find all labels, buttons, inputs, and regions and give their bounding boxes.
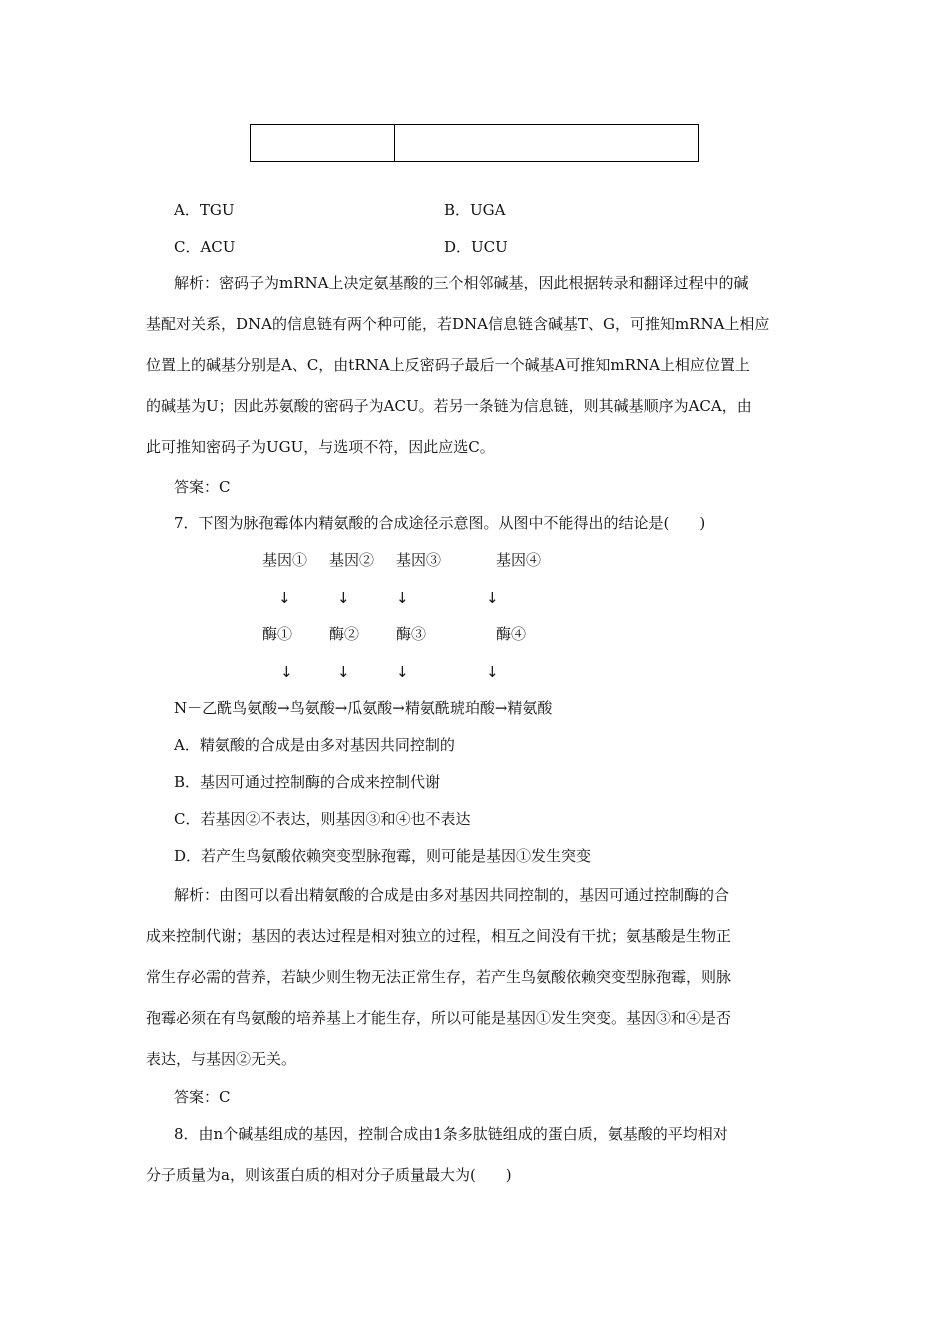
codon-table-bottom-row (250, 124, 699, 162)
table-column-divider (394, 125, 395, 161)
q6-analysis-line: 解析：密码子为mRNA上决定氨基酸的三个相邻碱基，因此根据转录和翻译过程中的碱 (174, 274, 749, 292)
down-arrow-icon: ↓ (278, 589, 291, 607)
enzyme-2-label: 酶② (329, 625, 360, 643)
gene-4-label: 基因④ (496, 551, 542, 569)
down-arrow-icon: ↓ (486, 589, 499, 607)
pathway-chain: N－乙酰鸟氨酸→鸟氨酸→瓜氨酸→精氨酰琥珀酸→精氨酸 (174, 699, 553, 717)
q6-option-d: D．UCU (444, 238, 508, 256)
q7-analysis-line: 孢霉必须在有鸟氨酸的培养基上才能生存，所以可能是基因①发生突变。基因③和④是否 (146, 1009, 732, 1027)
q6-option-a: A．TGU (174, 201, 235, 219)
q7-analysis-line: 表达，与基因②无关。 (146, 1050, 297, 1068)
q7-option-d: D．若产生鸟氨酸依赖突变型脉孢霉，则可能是基因①发生突变 (174, 847, 592, 865)
q6-option-b: B．UGA (444, 201, 506, 219)
q6-option-c: C．ACU (174, 238, 236, 256)
gene-2-label: 基因② (329, 551, 375, 569)
q7-option-a: A．精氨酸的合成是由多对基因共同控制的 (174, 736, 455, 754)
down-arrow-icon: ↓ (337, 589, 350, 607)
q7-option-b: B．基因可通过控制酶的合成来控制代谢 (174, 773, 441, 791)
q6-analysis-line: 基配对关系，DNA的信息链有两个种可能，若DNA信息链含碱基T、G，可推知mRNA上相应 (146, 315, 770, 333)
q6-analysis-line: 位置上的碱基分别是A、C，由tRNA上反密码子最后一个碱基A可推知mRNA上相应位置上 (146, 356, 750, 374)
q8-question-line: 分子质量为a，则该蛋白质的相对分子质量最大为( ) (146, 1166, 512, 1184)
q6-analysis-line: 的碱基为U；因此苏氨酸的密码子为ACU。若另一条链为信息链，则其碱基顺序为ACA，由 (146, 397, 752, 415)
q6-answer: 答案：C (174, 478, 231, 496)
q7-analysis-line: 常生存必需的营养，若缺少则生物无法正常生存，若产生鸟氨酸依赖突变型脉孢霉，则脉 (146, 968, 732, 986)
q7-question: 7．下图为脉孢霉体内精氨酸的合成途径示意图。从图中不能得出的结论是( ) (174, 514, 706, 532)
q7-answer: 答案：C (174, 1088, 231, 1106)
q7-option-c: C．若基因②不表达，则基因③和④也不表达 (174, 810, 471, 828)
enzyme-1-label: 酶① (262, 625, 293, 643)
down-arrow-icon: ↓ (486, 663, 499, 681)
enzyme-3-label: 酶③ (396, 625, 427, 643)
down-arrow-icon: ↓ (396, 589, 409, 607)
q8-question-line: 8．由n个碱基组成的基因，控制合成由1条多肽链组成的蛋白质，氨基酸的平均相对 (174, 1125, 728, 1143)
enzyme-4-label: 酶④ (496, 625, 527, 643)
gene-3-label: 基因③ (396, 551, 442, 569)
q6-analysis-line: 此可推知密码子为UGU，与选项不符，因此应选C。 (146, 438, 495, 456)
q7-analysis-line: 解析：由图可以看出精氨酸的合成是由多对基因共同控制的，基因可通过控制酶的合 (174, 886, 730, 904)
gene-1-label: 基因① (262, 551, 308, 569)
down-arrow-icon: ↓ (396, 663, 409, 681)
down-arrow-icon: ↓ (337, 663, 350, 681)
down-arrow-icon: ↓ (280, 663, 293, 681)
q7-analysis-line: 成来控制代谢；基因的表达过程是相对独立的过程，相互之间没有干扰；氨基酸是生物正 (146, 927, 732, 945)
